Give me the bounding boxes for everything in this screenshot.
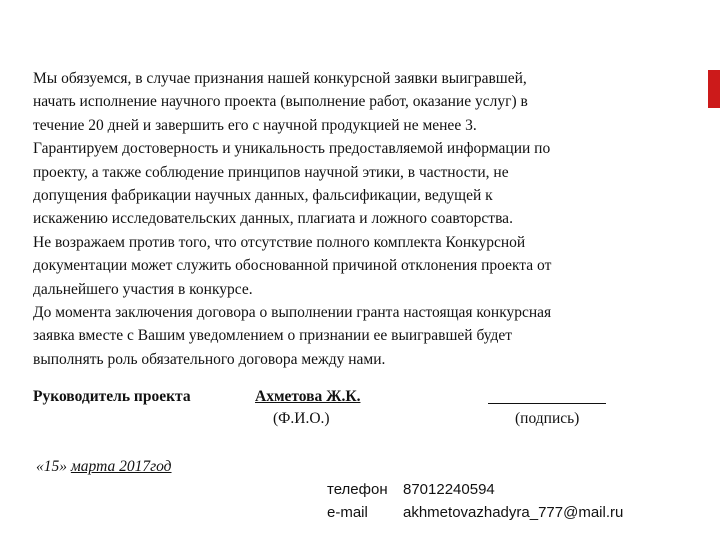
body-line: документации может служить обоснованной причиной отклонения проекта от — [33, 257, 552, 275]
name-caption: (Ф.И.О.) — [273, 410, 330, 427]
signatory-role: Руководитель проекта — [33, 388, 191, 405]
body-line: проекту, а также соблюдение принципов научной этики, в частности, не — [33, 163, 509, 181]
phone-row — [327, 478, 623, 501]
body-line: Гарантируем достоверность и уникальность предоставляемой информации по — [33, 140, 551, 158]
body-line: До момента заключения договора о выполнении гранта настоящая конкурсная — [33, 304, 552, 322]
accent-bar — [708, 70, 720, 108]
body-line: искажению исследовательских данных, плагиата и ложного соавторства. — [33, 210, 513, 228]
document-body — [33, 67, 688, 371]
email-row — [327, 501, 623, 524]
signature-caption: (подпись) — [515, 410, 580, 427]
phone-label: телефон — [327, 481, 388, 498]
contact-info — [327, 478, 623, 524]
signature-line — [488, 403, 606, 404]
body-line: допущения фабрикации научных данных, фальсификации, ведущей к — [33, 187, 493, 205]
email-value: akhmetovazhadyra_777@mail.ru — [403, 504, 624, 521]
body-line: выполнять роль обязательного договора между нами. — [33, 350, 386, 368]
body-line: дальнейшего участия в конкурсе. — [33, 280, 253, 298]
date-day: «15» — [36, 458, 67, 475]
body-line: начать исполнение научного проекта (выполнение работ, оказание услуг) в — [33, 93, 528, 111]
body-line: Мы обязуемся, в случае признания нашей конкурсной заявки выигравшей, — [33, 70, 527, 87]
email-label: e-mail — [327, 504, 368, 521]
body-line: Не возражаем против того, что отсутствие полного комплекта Конкурсной — [33, 233, 526, 251]
date-month-year: марта 2017год — [70, 458, 172, 475]
body-line: течение 20 дней и завершить его с научной продукцией не менее 3. — [33, 116, 477, 134]
signatory-name: Ахметова Ж.К. — [255, 388, 361, 405]
document-date — [36, 458, 172, 476]
phone-value: 87012240594 — [403, 481, 495, 498]
signature-block — [33, 386, 673, 436]
body-line: заявка вместе с Вашим уведомлением о признании ее выигравшей будет — [33, 327, 513, 345]
